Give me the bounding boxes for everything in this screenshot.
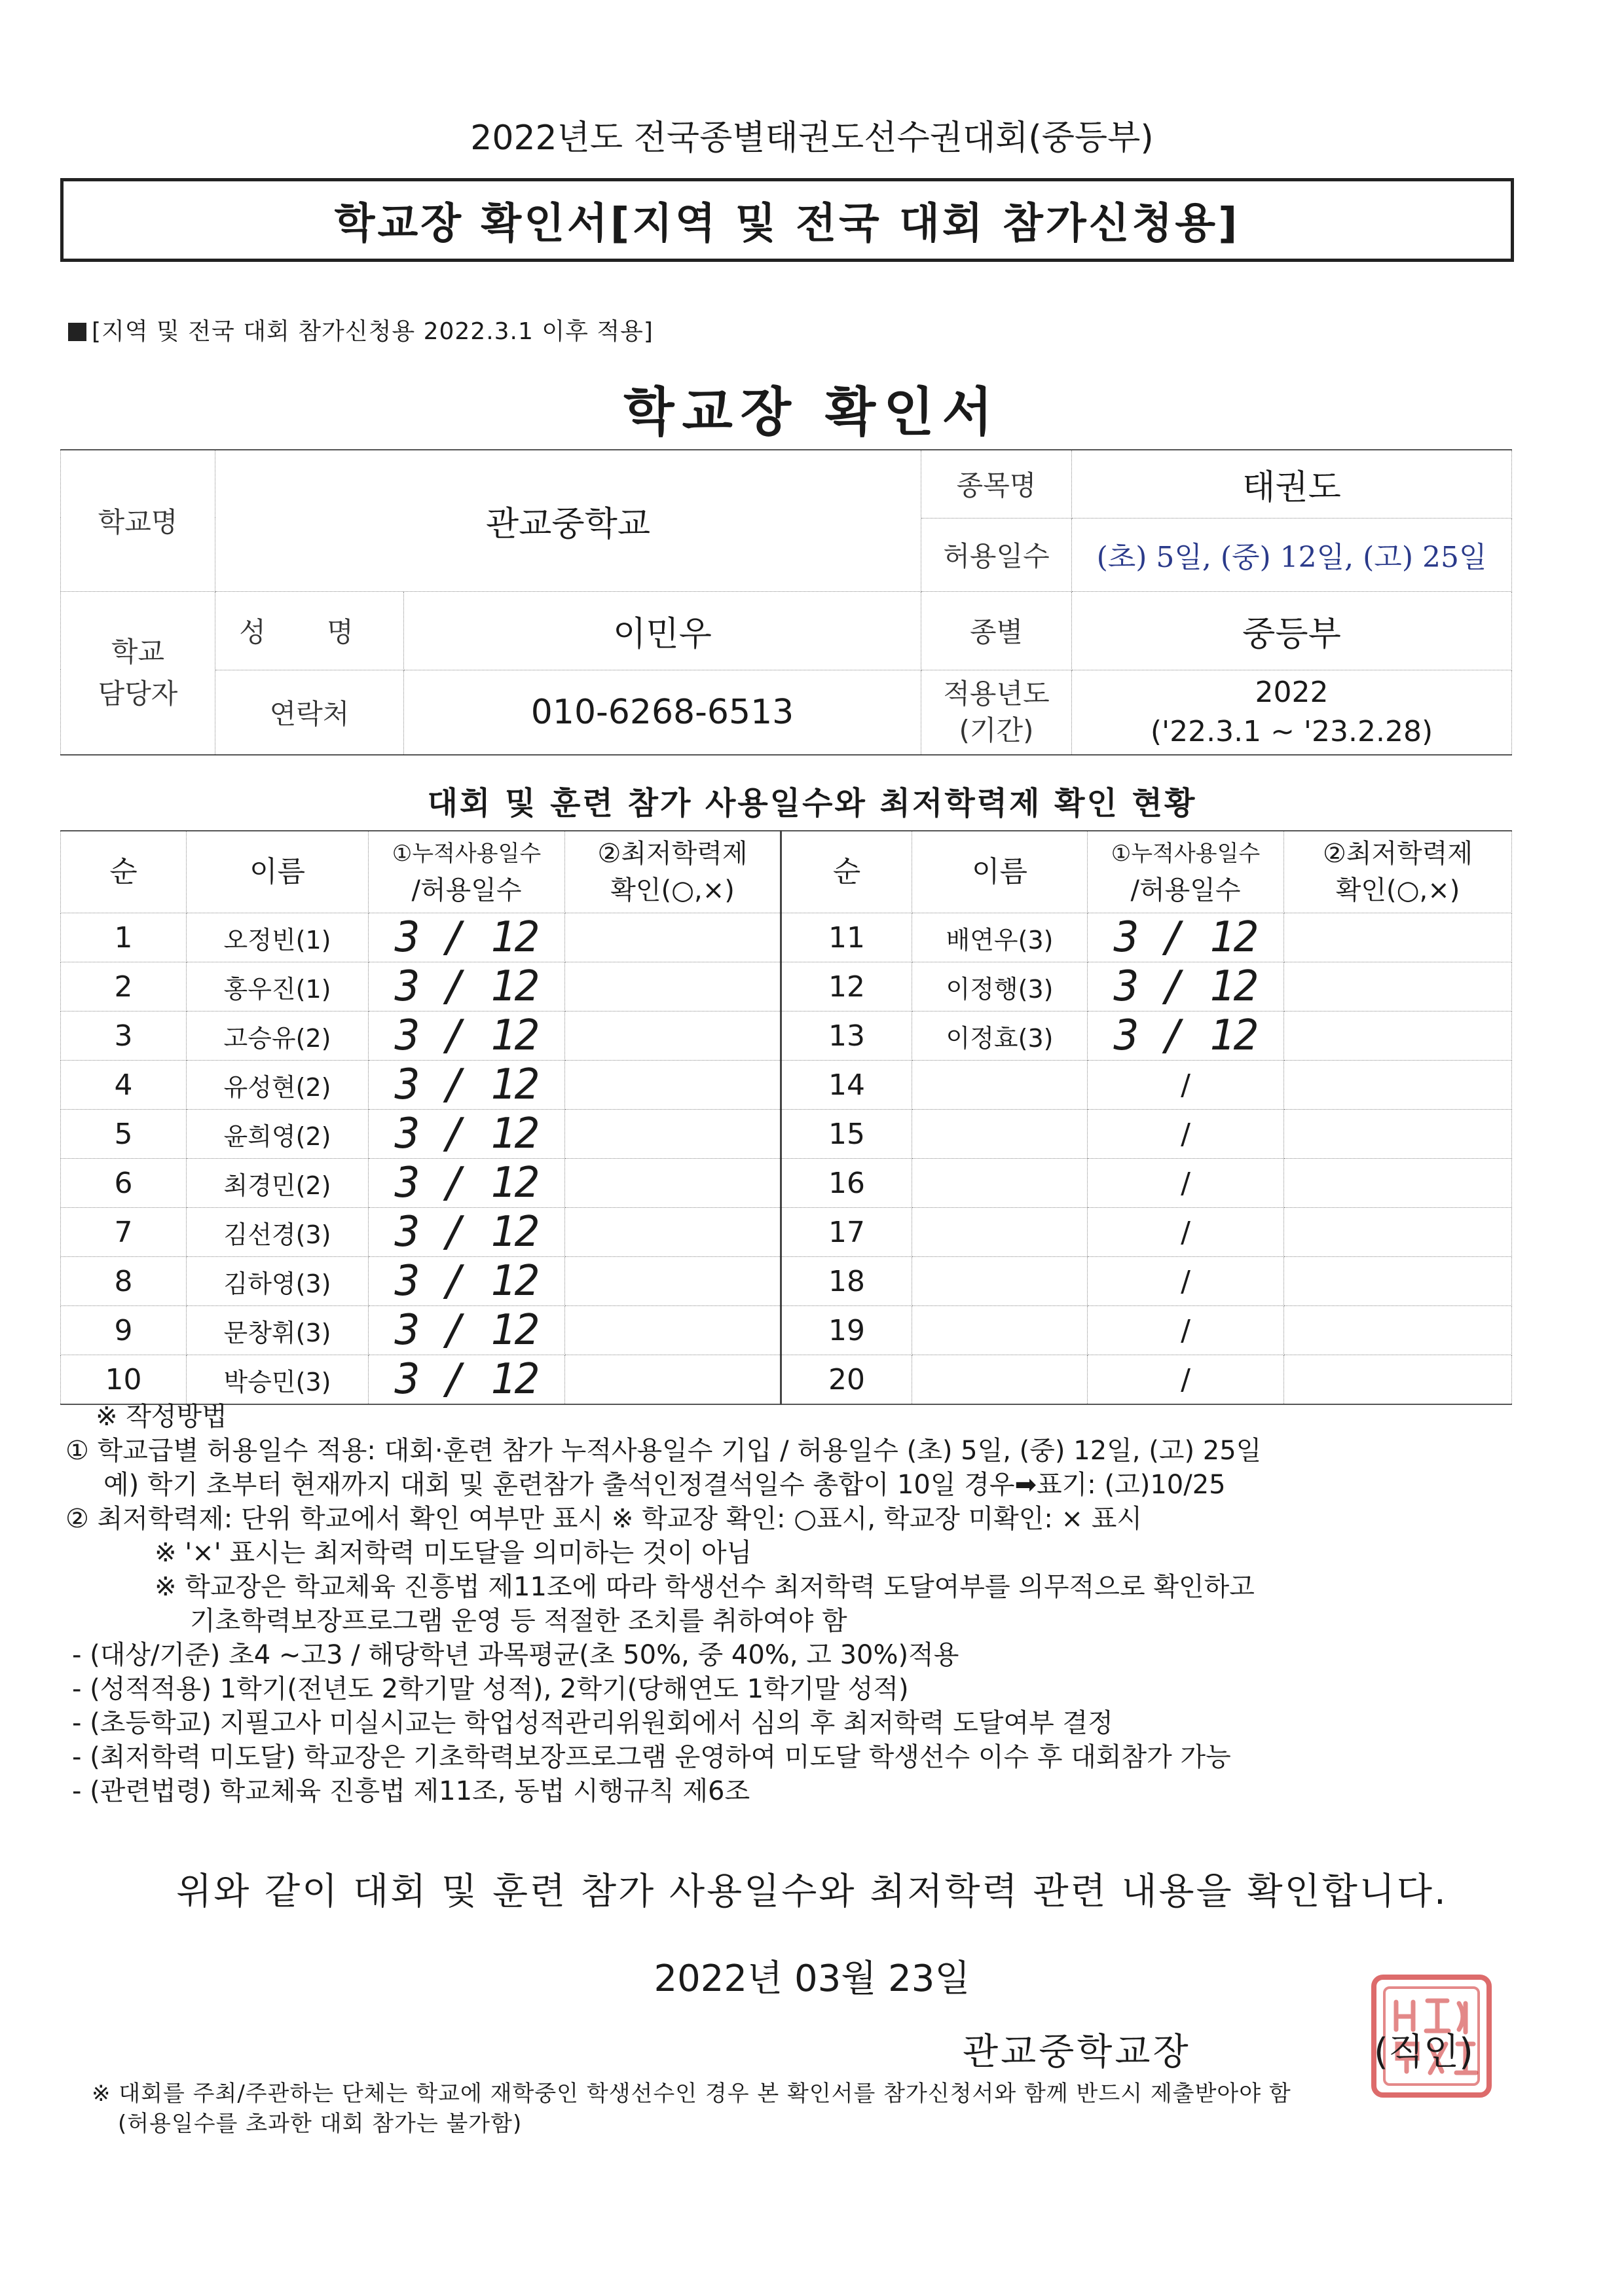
notice-line xyxy=(68,313,654,346)
row-no: 3 xyxy=(61,1011,187,1061)
row-days: 3 / 12 xyxy=(1088,962,1284,1011)
row-name: 홍우진(1) xyxy=(187,962,369,1011)
row-days: 3 / 12 xyxy=(369,1011,565,1061)
header-no-right: 순 xyxy=(781,831,912,913)
header-days-line2: /허용일수 xyxy=(411,875,522,905)
row-no: 8 xyxy=(61,1257,187,1306)
table-row xyxy=(61,1110,1512,1159)
row-min-check xyxy=(565,1110,781,1159)
instruction-dash-2: - (성적적용) 1학기(전년도 2학기말 성적), 2학기(당해연도 1학기말 성적) xyxy=(72,1674,909,1704)
header-days-line1: ①누적사용일수 xyxy=(1111,841,1261,867)
row-min-check xyxy=(565,1306,781,1355)
row-min-check xyxy=(565,1011,781,1061)
row-min-check xyxy=(565,1208,781,1257)
row-days: 3 / 12 xyxy=(369,1110,565,1159)
row-days: / xyxy=(1088,1355,1284,1405)
instruction-dash-5: - (관련법령) 학교체육 진흥법 제11조, 동법 시행규칙 제6조 xyxy=(72,1776,750,1806)
year-label-line2: (기간) xyxy=(959,714,1034,746)
row-min-check xyxy=(565,1061,781,1110)
row-min-check xyxy=(1284,1011,1512,1061)
row-min-check xyxy=(1284,962,1512,1011)
row-min-check xyxy=(565,1355,781,1405)
header-days-line1: ①누적사용일수 xyxy=(392,841,542,867)
instruction-dash-1: - (대상/기준) 초4 ~고3 / 해당학년 과목평균(초 50%, 중 40%, 고 30%)적용 xyxy=(72,1640,959,1670)
table-row xyxy=(61,1208,1512,1257)
row-days: 3 / 12 xyxy=(369,1208,565,1257)
year-value-period: ('22.3.1 ~ '23.2.28) xyxy=(1150,714,1433,748)
header-days-right xyxy=(1088,831,1284,913)
table-row xyxy=(61,1355,1512,1405)
row-min-check xyxy=(1284,1355,1512,1405)
name-label: 성 명 xyxy=(215,591,404,670)
row-min-check xyxy=(565,1257,781,1306)
row-days: / xyxy=(1088,1208,1284,1257)
roster-header-row xyxy=(61,831,1512,913)
row-days: / xyxy=(1088,1257,1284,1306)
header-name-right: 이름 xyxy=(912,831,1088,913)
instruction-note-1: ※ '×' 표시는 최저학력 미도달을 의미하는 것이 아님 xyxy=(155,1538,752,1568)
row-min-check xyxy=(1284,1061,1512,1110)
table-row xyxy=(61,913,1512,962)
row-days: 3 / 12 xyxy=(369,1306,565,1355)
row-name: 문창휘(3) xyxy=(187,1306,369,1355)
row-min-check xyxy=(565,962,781,1011)
row-no: 1 xyxy=(61,913,187,962)
row-min-check xyxy=(1284,913,1512,962)
row-days: 3 / 12 xyxy=(1088,913,1284,962)
row-no: 14 xyxy=(781,1061,912,1110)
instructions xyxy=(65,1400,1519,1808)
school-label: 학교명 xyxy=(61,450,215,591)
year-value xyxy=(1072,670,1512,755)
square-bullet-icon xyxy=(68,323,86,341)
table-row xyxy=(61,1159,1512,1208)
contact-group-label xyxy=(61,591,215,755)
row-no: 11 xyxy=(781,913,912,962)
row-min-check xyxy=(1284,1110,1512,1159)
roster-table xyxy=(60,830,1512,1405)
row-no: 5 xyxy=(61,1110,187,1159)
table-row xyxy=(61,1011,1512,1061)
confirmation-statement: 위와 같이 대회 및 훈련 참가 사용일수와 최저학력 관련 내용을 확인합니다. xyxy=(176,1870,1448,1913)
header-no-left: 순 xyxy=(61,831,187,913)
row-name xyxy=(912,1257,1088,1306)
header-name-left: 이름 xyxy=(187,831,369,913)
row-days: 3 / 12 xyxy=(369,1061,565,1110)
table-row xyxy=(61,1257,1512,1306)
instruction-item-2: ② 최저학력제: 단위 학교에서 확인 여부만 표시 ※ 학교장 확인: ○표시, 학교장 미확인: × 표시 xyxy=(65,1504,1143,1534)
table-row xyxy=(61,962,1512,1011)
row-days: 3 / 12 xyxy=(369,913,565,962)
row-no: 20 xyxy=(781,1355,912,1405)
info-table xyxy=(60,449,1512,756)
table-row xyxy=(61,1061,1512,1110)
instruction-dash-4: - (최저학력 미도달) 학교장은 기초학력보장프로그램 운영하여 미도달 학생선수 이수 후 대회참가 가능 xyxy=(72,1742,1231,1772)
principal-signature: 관교중학교장 xyxy=(963,2031,1191,2073)
allowed-days-label: 허용일수 xyxy=(921,518,1072,591)
row-no: 6 xyxy=(61,1159,187,1208)
row-name xyxy=(912,1306,1088,1355)
row-min-check xyxy=(1284,1208,1512,1257)
header-min-line2: 확인(○,×) xyxy=(1335,875,1460,905)
row-no: 7 xyxy=(61,1208,187,1257)
row-no: 2 xyxy=(61,962,187,1011)
event-title: 2022년도 전국종별태권도선수권대회(중등부) xyxy=(470,118,1154,158)
contact-group-label-line1: 학교 xyxy=(111,635,165,668)
row-name xyxy=(912,1159,1088,1208)
name-value: 이민우 xyxy=(404,591,921,670)
row-no: 10 xyxy=(61,1355,187,1405)
instruction-note-2: ※ 학교장은 학교체육 진흥법 제11조에 따라 학생선수 최저학력 도달여부를 의무적으로 확인하고 xyxy=(155,1572,1255,1602)
row-name: 윤희영(2) xyxy=(187,1110,369,1159)
row-min-check xyxy=(565,1159,781,1208)
footnote xyxy=(92,2079,1506,2139)
row-name: 고승유(2) xyxy=(187,1011,369,1061)
header-min-right xyxy=(1284,831,1512,913)
row-days: / xyxy=(1088,1159,1284,1208)
row-min-check xyxy=(1284,1306,1512,1355)
row-no: 17 xyxy=(781,1208,912,1257)
row-no: 12 xyxy=(781,962,912,1011)
instructions-heading: ※ 작성방법 xyxy=(96,1402,227,1432)
year-label xyxy=(921,670,1072,755)
header-days-line2: /허용일수 xyxy=(1130,875,1241,905)
header-min-left xyxy=(565,831,781,913)
row-name: 배연우(3) xyxy=(912,913,1088,962)
document-title: 학교장 확인서[지역 및 전국 대회 참가신청용] xyxy=(334,200,1240,248)
row-min-check xyxy=(565,913,781,962)
event-value: 태권도 xyxy=(1072,450,1512,518)
document-title-box xyxy=(60,178,1514,262)
header-min-line1: ②최저학력제 xyxy=(597,839,748,869)
row-no: 15 xyxy=(781,1110,912,1159)
row-days: 3 / 12 xyxy=(369,962,565,1011)
notice-text: [지역 및 전국 대회 참가신청용 2022.3.1 이후 적용] xyxy=(92,318,654,345)
row-min-check xyxy=(1284,1159,1512,1208)
instruction-item-1-example: 예) 학기 초부터 현재까지 대회 및 훈련참가 출석인정결석일수 총합이 10일 경우➡표기: (고)10/25 xyxy=(103,1470,1226,1500)
row-name: 유성현(2) xyxy=(187,1061,369,1110)
footnote-line-1: ※ 대회를 주최/주관하는 단체는 학교에 재학중인 학생선수인 경우 본 확인서를 참가신청서와 함께 반드시 제출받아야 함 xyxy=(92,2081,1291,2107)
header-days-left xyxy=(369,831,565,913)
row-name: 이정효(3) xyxy=(912,1011,1088,1061)
row-days: / xyxy=(1088,1061,1284,1110)
status-title: 대회 및 훈련 참가 사용일수와 최저학력제 확인 현황 xyxy=(427,785,1197,822)
row-days: 3 / 12 xyxy=(369,1257,565,1306)
row-days: 3 / 12 xyxy=(369,1159,565,1208)
row-no: 9 xyxy=(61,1306,187,1355)
row-days: 3 / 12 xyxy=(369,1355,565,1405)
row-days: / xyxy=(1088,1306,1284,1355)
row-name: 김선경(3) xyxy=(187,1208,369,1257)
row-name: 오정빈(1) xyxy=(187,913,369,962)
instruction-item-1: ① 학교급별 허용일수 적용: 대회·훈련 참가 누적사용일수 기입 / 허용일수 (초) 5일, (중) 12일, (고) 25일 xyxy=(65,1436,1262,1466)
issue-date: 2022년 03월 23일 xyxy=(654,1958,970,2000)
row-days: / xyxy=(1088,1110,1284,1159)
row-name xyxy=(912,1110,1088,1159)
row-no: 19 xyxy=(781,1306,912,1355)
row-days: 3 / 12 xyxy=(1088,1011,1284,1061)
contact-group-label-line2: 담당자 xyxy=(98,677,178,710)
row-no: 4 xyxy=(61,1061,187,1110)
main-title: 학교장 확인서 xyxy=(623,382,1001,443)
header-min-line1: ②최저학력제 xyxy=(1322,839,1473,869)
table-row xyxy=(61,1306,1512,1355)
division-label: 종별 xyxy=(921,591,1072,670)
row-no: 16 xyxy=(781,1159,912,1208)
footnote-line-2: (허용일수를 초과한 대회 참가는 불가함) xyxy=(118,2111,523,2137)
phone-label: 연락처 xyxy=(215,670,404,755)
header-min-line2: 확인(○,×) xyxy=(610,875,735,905)
event-label: 종목명 xyxy=(921,450,1072,518)
instruction-dash-3: - (초등학교) 지필고사 미실시교는 학업성적관리위원회에서 심의 후 최저학력 도달여부 결정 xyxy=(72,1708,1113,1738)
seal-label: (직인) xyxy=(1374,2031,1473,2073)
row-name: 박승민(3) xyxy=(187,1355,369,1405)
year-label-line1: 적용년도 xyxy=(943,677,1050,710)
row-no: 13 xyxy=(781,1011,912,1061)
allowed-days-value: (초) 5일, (중) 12일, (고) 25일 xyxy=(1072,518,1512,591)
instruction-note-2-cont: 기초학력보장프로그램 운영 등 적절한 조치를 취하여야 함 xyxy=(190,1606,847,1636)
phone-value: 010-6268-6513 xyxy=(404,670,921,755)
year-value-year: 2022 xyxy=(1255,675,1329,709)
school-value: 관교중학교 xyxy=(215,450,921,591)
row-name: 김하영(3) xyxy=(187,1257,369,1306)
row-name xyxy=(912,1061,1088,1110)
row-name xyxy=(912,1208,1088,1257)
row-name xyxy=(912,1355,1088,1405)
row-no: 18 xyxy=(781,1257,912,1306)
division-value: 중등부 xyxy=(1072,591,1512,670)
row-name: 최경민(2) xyxy=(187,1159,369,1208)
row-min-check xyxy=(1284,1257,1512,1306)
row-name: 이정행(3) xyxy=(912,962,1088,1011)
